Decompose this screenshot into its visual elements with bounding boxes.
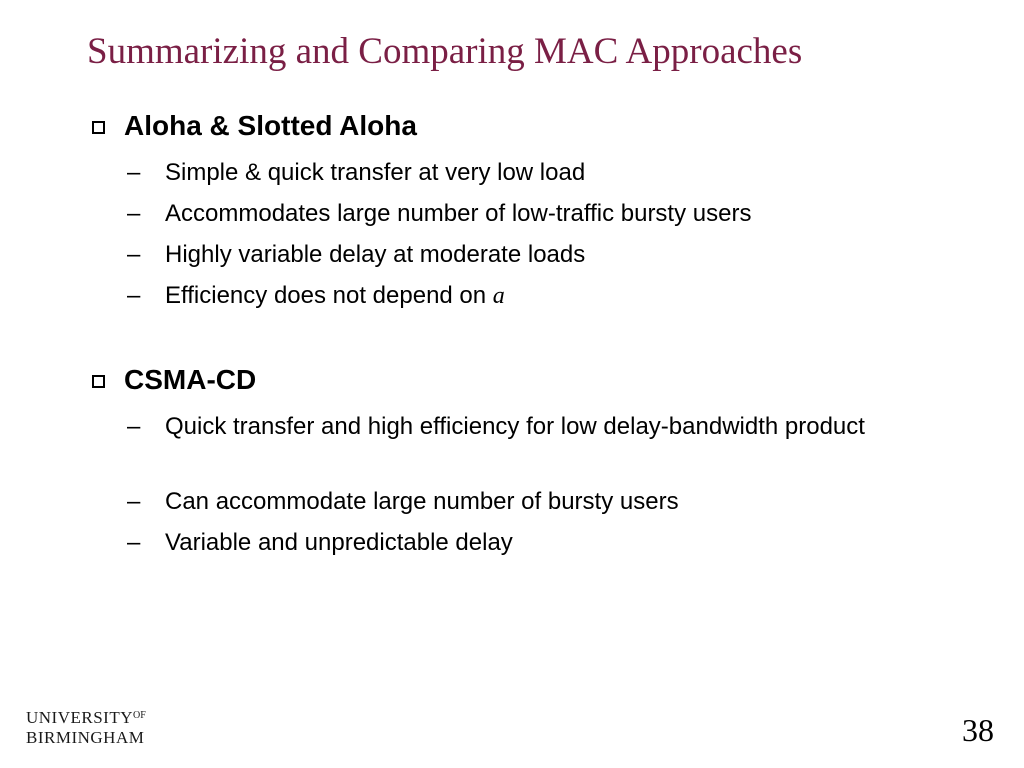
list-item-text: Accommodates large number of low-traffic bursty users xyxy=(165,200,752,227)
dash-bullet-icon: – xyxy=(127,488,141,515)
list-item-text-main: Efficiency does not depend on xyxy=(165,282,493,309)
list-item xyxy=(127,485,905,519)
square-bullet-icon xyxy=(92,375,105,388)
list-item-text: Simple & quick transfer at very low load xyxy=(165,159,586,186)
list-item-text: Can accommodate large number of bursty users xyxy=(165,488,679,515)
section-heading-text: Aloha & Slotted Aloha xyxy=(124,110,417,141)
logo-of-text: OF xyxy=(133,710,146,721)
logo-line-1 xyxy=(26,708,146,728)
section-heading-aloha xyxy=(92,110,417,142)
italic-variable: a xyxy=(492,283,505,309)
list-item xyxy=(127,197,905,231)
dash-bullet-icon: – xyxy=(127,159,141,186)
dash-bullet-icon: – xyxy=(127,529,141,556)
list-item xyxy=(127,526,905,560)
dash-bullet-icon: – xyxy=(127,241,141,268)
list-item xyxy=(127,279,905,313)
dash-bullet-icon: – xyxy=(127,282,141,309)
university-logo xyxy=(26,708,146,748)
square-bullet-icon xyxy=(92,121,105,134)
list-item-text: Highly variable delay at moderate loads xyxy=(165,241,586,268)
dash-bullet-icon: – xyxy=(127,200,141,227)
list-item xyxy=(127,238,905,272)
dash-bullet-icon: – xyxy=(127,413,141,440)
logo-university-text: UNIVERSITY xyxy=(26,708,133,727)
list-item-text xyxy=(165,279,905,313)
list-item-text: Quick transfer and high efficiency for low delay-bandwidth product xyxy=(165,413,865,440)
logo-line-2: BIRMINGHAM xyxy=(26,728,145,747)
list-item-text: Variable and unpredictable delay xyxy=(165,529,513,556)
list-item xyxy=(127,156,905,190)
list-item xyxy=(127,410,905,444)
slide-title: Summarizing and Comparing MAC Approaches xyxy=(87,31,803,72)
section-heading-text: CSMA-CD xyxy=(124,364,257,395)
section-heading-csma-cd xyxy=(92,364,256,396)
page-number: 38 xyxy=(962,712,994,748)
